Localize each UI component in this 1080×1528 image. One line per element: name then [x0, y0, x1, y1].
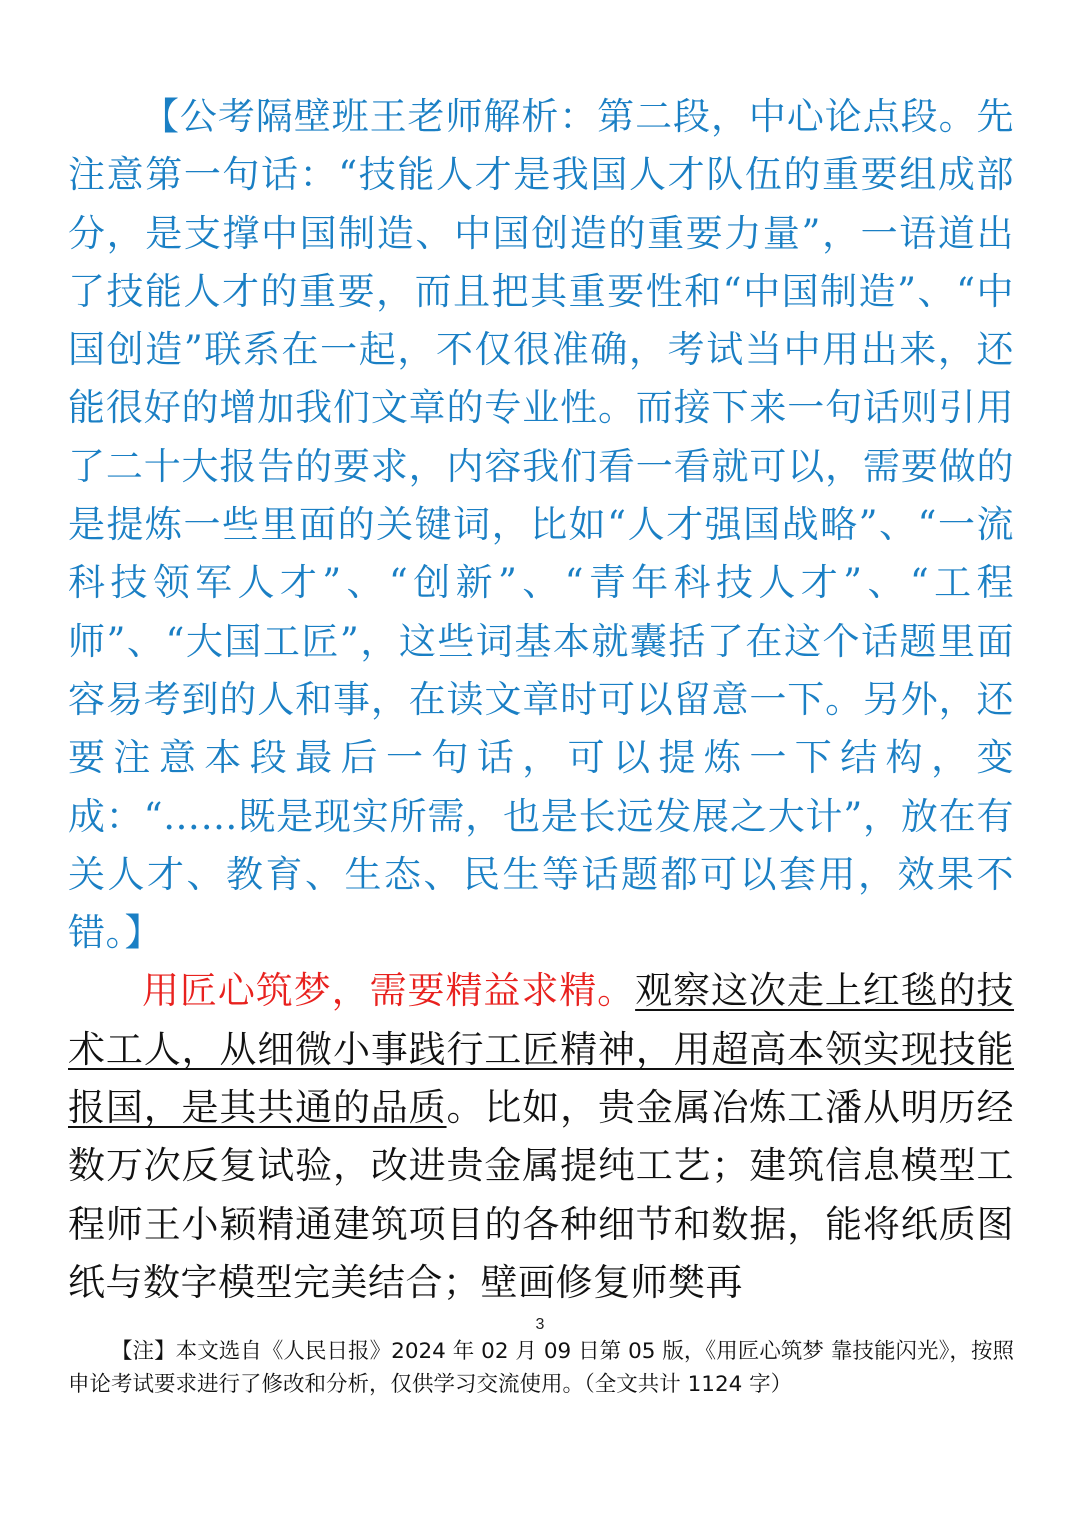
paragraph-heading: 用匠心筑梦，需要精益求精。 [142, 969, 636, 1013]
body-paragraph [68, 962, 1014, 1312]
key-sentence: 观察这次走上红毯的技术工人，从细微小事践行工匠精神，用超高本领实现技能报国，是其共通的品质 [68, 969, 1015, 1130]
analysis-paragraph: 【公考隔壁班王老师解析：第二段，中心论点段。先注意第一句话：“技能人才是我国人才队伍的重要组成部分，是支撑中国制造、中国创造的重要力量”，一语道出了技能人才的重要，而且把其重要性和“中国制造”、“中国创造”联系在一起，不仅很准确，考试当中用出来，还能很好的增加我们文章的专业性。而接下来一句话则引用了二十大报告的要求，内容我们看一看就可以，需要做的是提炼一些里面的关键词，比如“人才强国战略”、“一流科技领军人才”、“创新”、“青年科技人才”、“工程师”、“大国工匠”，这些词基本就囊括了在这个话题里面容易考到的人和事，在读文章时可以留意一下。另外，还要注意本段最后一句话，可以提炼一下结构，变成：“……既是现实所需，也是长远发展之大计”，放在有关人才、教育、生态、民生等话题都可以套用，效果不错。】 [68, 95, 1014, 955]
document-page [68, 88, 1014, 1312]
footnote: 【注】本文选自《人民日报》2024 年 02 月 09 日第 05 版，《用匠心筑梦 靠技能闪光》，按照申论考试要求进行了修改和分析，仅供学习交流使用。（全文共计 1124 字） [68, 1339, 1014, 1397]
paragraph-body: 。比如，贵金属冶炼工潘从明历经数万次反复试验，改进贵金属提纯工艺；建筑信息模型工程师王小颖精通建筑项目的各种细节和数据，能将纸质图纸与数字模型完美结合；壁画修复师樊再 [68, 1086, 1015, 1304]
page-number: 3 [535, 1316, 545, 1333]
